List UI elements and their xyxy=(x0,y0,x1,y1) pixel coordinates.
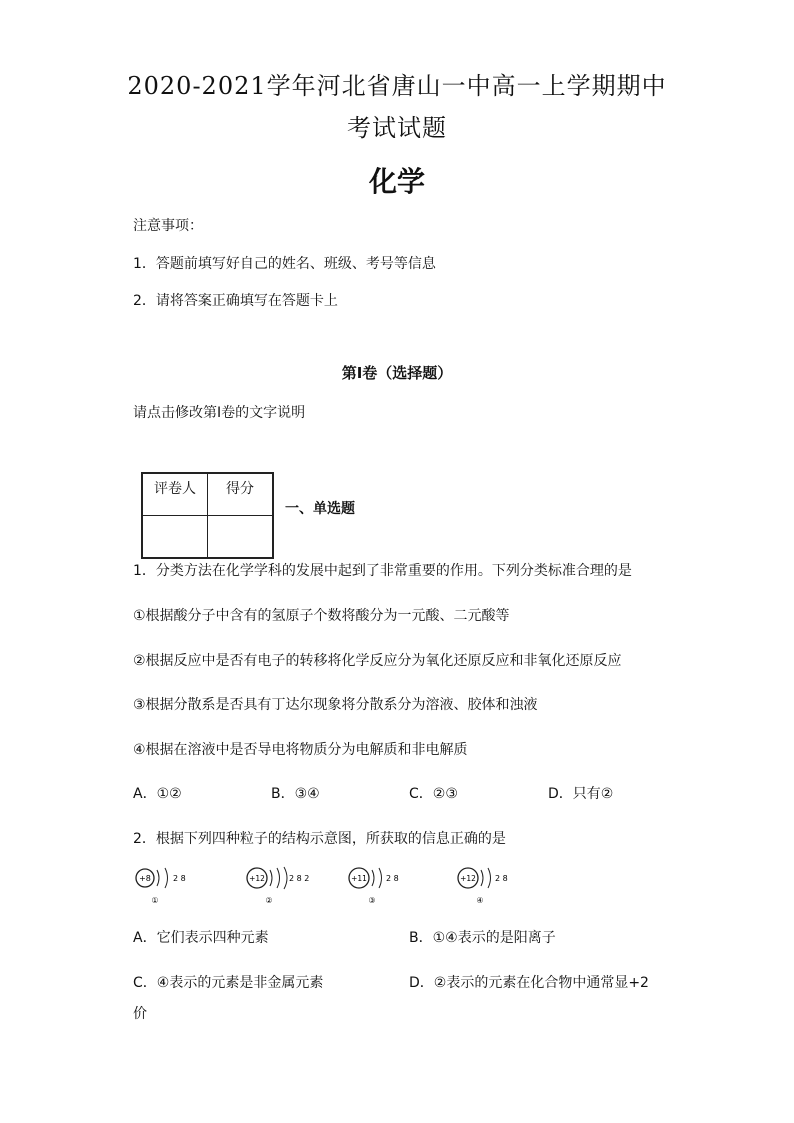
atom-1-nucleus: +8 xyxy=(139,874,151,883)
atom-2-shells: 2 8 2 xyxy=(289,874,310,883)
atom-4-label: ④ xyxy=(476,896,484,905)
subject-title: 化学 xyxy=(368,165,425,198)
atom-2-nucleus: +12 xyxy=(249,874,265,883)
q2-option-a[interactable]: A．它们表示四种元素 xyxy=(133,930,269,946)
exam-title-line1: 2020-2021学年河北省唐山一中高一上学期期中 xyxy=(127,72,667,100)
q2-option-d-wrap: 价 xyxy=(133,1006,147,1022)
q1-option-b[interactable]: B．③④ xyxy=(271,786,320,802)
part-title: 一、单选题 xyxy=(285,501,355,517)
atom-2-label: ② xyxy=(265,896,273,905)
atom-diagram-1 xyxy=(133,862,193,910)
q2-option-c[interactable]: C．④表示的元素是非金属元素 xyxy=(133,975,324,991)
q1-statement-2: ②根据反应中是否有电子的转移将化学反应分为氧化还原反应和非氧化还原反应 xyxy=(133,653,622,669)
q1-option-a[interactable]: A．①② xyxy=(133,786,182,802)
score-table-grader-header: 评卷人 xyxy=(142,473,208,516)
exam-title-line2: 考试试题 xyxy=(347,114,447,142)
score-table xyxy=(141,472,274,559)
atom-1-label: ① xyxy=(151,896,159,905)
atom-3-shells: 2 8 xyxy=(386,874,399,883)
atom-3-nucleus: +11 xyxy=(351,874,367,883)
notice-item-2: 2．请将答案正确填写在答题卡上 xyxy=(133,293,338,309)
q1-option-c[interactable]: C．②③ xyxy=(409,786,458,802)
atom-4-nucleus: +12 xyxy=(460,874,476,883)
atom-3-label: ③ xyxy=(368,896,376,905)
section-title: 第I卷（选择题） xyxy=(341,364,453,382)
score-table-score-cell[interactable] xyxy=(208,516,274,559)
atom-4-shells: 2 8 xyxy=(495,874,508,883)
atom-diagram-3 xyxy=(347,862,407,910)
notice-heading: 注意事项： xyxy=(133,218,203,234)
atom-1-shells: 2 8 xyxy=(173,874,186,883)
q2-option-b[interactable]: B．①④表示的是阳离子 xyxy=(409,930,556,946)
atom-diagram-2 xyxy=(245,862,315,910)
notice-item-1: 1．答题前填写好自己的姓名、班级、考号等信息 xyxy=(133,256,436,272)
q1-stem: 1．分类方法在化学学科的发展中起到了非常重要的作用。下列分类标准合理的是 xyxy=(133,563,632,579)
section-note[interactable]: 请点击修改第I卷的文字说明 xyxy=(133,405,306,421)
q1-statement-3: ③根据分散系是否具有丁达尔现象将分散系分为溶液、胶体和浊液 xyxy=(133,697,538,713)
q2-option-d[interactable]: D．②表示的元素在化合物中通常显+2 xyxy=(409,975,649,991)
q1-option-d[interactable]: D．只有② xyxy=(548,786,614,802)
q2-stem: 2．根据下列四种粒子的结构示意图，所获取的信息正确的是 xyxy=(133,831,506,847)
score-table-grader-cell[interactable] xyxy=(142,516,208,559)
q1-statement-4: ④根据在溶液中是否导电将物质分为电解质和非电解质 xyxy=(133,742,468,758)
q1-statement-1: ①根据酸分子中含有的氢原子个数将酸分为一元酸、二元酸等 xyxy=(133,608,510,624)
score-table-score-header: 得分 xyxy=(208,473,274,516)
atom-diagram-4 xyxy=(456,862,516,910)
